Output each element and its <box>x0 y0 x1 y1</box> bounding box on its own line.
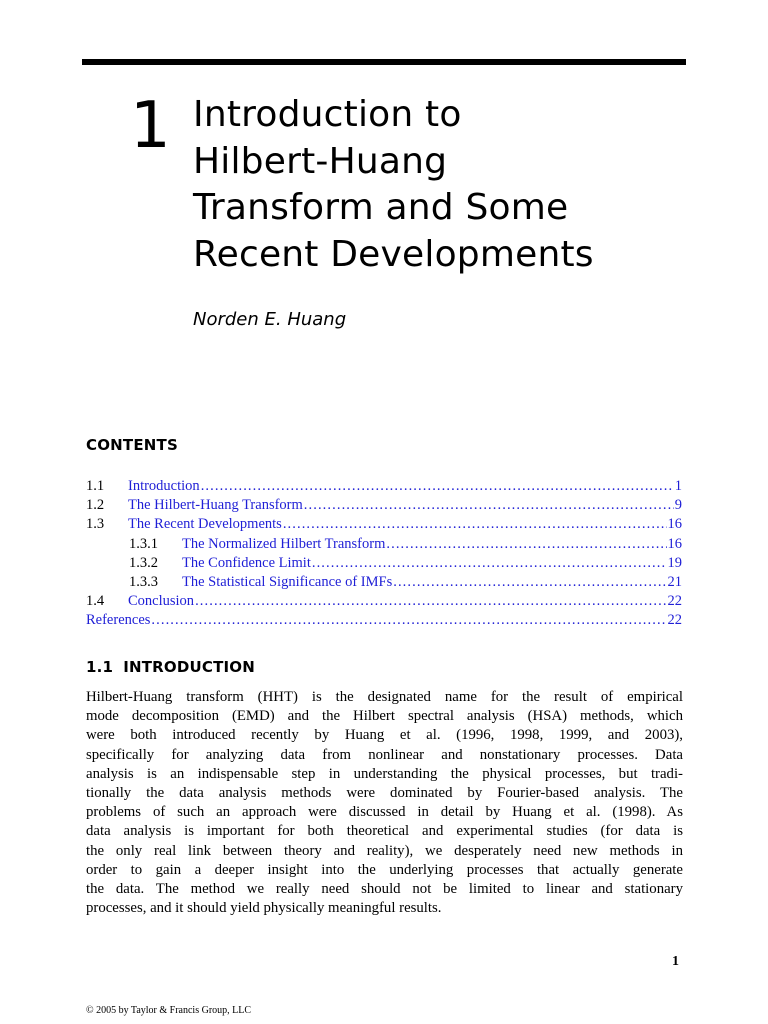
table-of-contents <box>86 477 682 631</box>
body-paragraph <box>86 688 683 918</box>
toc-entry-number: 1.3.2 <box>129 554 158 571</box>
toc-leader-dots <box>386 535 666 554</box>
body-line: data analysis is important for both theoretical and experimental studies (for data is <box>86 823 683 840</box>
body-line: order to gain a deeper insight into the underlying processes that actually generate <box>86 861 683 878</box>
chapter-title-line: Recent Developments <box>193 233 594 275</box>
toc-entry-page[interactable]: 21 <box>667 573 682 590</box>
toc-entry-recent-developments[interactable] <box>86 515 682 534</box>
toc-entry-page[interactable]: 19 <box>667 554 682 571</box>
toc-entry-normalized-hilbert-transform[interactable] <box>86 535 682 554</box>
copyright-notice: © 2005 by Taylor & Francis Group, LLC <box>86 1005 252 1016</box>
toc-entry-label[interactable]: Conclusion <box>128 593 195 610</box>
page-number: 1 <box>672 954 679 969</box>
toc-entry-references[interactable] <box>86 611 682 630</box>
toc-entry-conclusion[interactable] <box>86 592 682 611</box>
toc-entry-number: 1.3 <box>86 516 105 533</box>
toc-entry-confidence-limit[interactable] <box>86 554 682 573</box>
body-line: specifically for analyzing data from nonlinear and nonstationary processes. Data <box>86 746 683 763</box>
chapter-title-line: Introduction to <box>193 94 462 135</box>
body-line: Hilbert-Huang transform (HHT) is the designated name for the result of empirical <box>86 689 683 705</box>
toc-entry-label[interactable]: The Confidence Limit <box>182 554 311 571</box>
top-rule <box>82 59 686 65</box>
body-line: were both introduced recently by Huang et al. (1996, 1998, 1999, and 2003), <box>86 727 683 744</box>
toc-leader-dots <box>393 573 666 592</box>
chapter-title-line: Transform and Some <box>193 187 569 228</box>
body-line: the only real link between theory and reality), we desperately need new methods in <box>86 842 683 859</box>
toc-leader-dots <box>195 592 666 611</box>
toc-leader-dots <box>312 554 667 573</box>
section-title: INTRODUCTION <box>123 658 256 676</box>
toc-leader-dots <box>201 477 674 496</box>
body-line: mode decomposition (EMD) and the Hilbert spectral analysis (HSA) methods, which <box>86 708 683 725</box>
toc-entry-label[interactable]: References <box>86 612 151 629</box>
toc-leader-dots <box>304 496 674 515</box>
toc-entry-number: 1.2 <box>86 497 105 514</box>
author-name: Norden E. Huang <box>193 309 347 330</box>
body-line: tionally the data analysis methods were dominated by Fourier-based analysis. The <box>86 784 683 801</box>
toc-entry-label[interactable]: Introduction <box>128 478 200 494</box>
toc-entry-page[interactable]: 9 <box>674 497 682 514</box>
toc-entry-number: 1.4 <box>86 593 105 610</box>
section-number: 1.1 <box>86 658 114 676</box>
chapter-number: 1 <box>130 89 171 163</box>
toc-entry-page[interactable]: 22 <box>667 593 682 610</box>
section-heading <box>86 656 255 678</box>
chapter-title <box>193 92 663 278</box>
chapter-title-line: Hilbert-Huang <box>193 140 448 182</box>
toc-leader-dots <box>283 515 667 534</box>
body-line: processes, and it should yield physically meaningful results. <box>86 900 442 917</box>
toc-entry-number: 1.3.1 <box>129 535 158 552</box>
toc-entry-page[interactable]: 16 <box>667 535 682 552</box>
body-line: the data. The method we really need should not be limited to linear and stationary <box>86 880 683 897</box>
toc-leader-dots <box>151 611 666 630</box>
contents-heading: CONTENTS <box>86 436 178 454</box>
toc-entry-page[interactable]: 22 <box>667 612 682 629</box>
toc-entry-number: 1.3.3 <box>129 573 158 590</box>
toc-entry-label[interactable]: The Normalized Hilbert Transform <box>182 535 386 552</box>
toc-entry-introduction[interactable] <box>86 477 682 496</box>
toc-entry-label[interactable]: The Statistical Significance of IMFs <box>182 573 393 590</box>
toc-entry-page[interactable]: 16 <box>667 516 682 533</box>
toc-entry-page[interactable]: 1 <box>674 478 682 494</box>
toc-entry-statistical-significance[interactable] <box>86 573 682 592</box>
toc-entry-label[interactable]: The Recent Developments <box>128 516 282 533</box>
body-line: problems of such an approach were discussed in detail by Huang et al. (1998). As <box>86 804 683 821</box>
toc-entry-hilbert-huang-transform[interactable] <box>86 496 682 515</box>
toc-entry-number: 1.1 <box>86 478 105 494</box>
toc-entry-label[interactable]: The Hilbert-Huang Transform <box>128 497 303 514</box>
body-line: analysis is an indispensable step in understanding the physical processes, but tradi- <box>86 765 683 782</box>
